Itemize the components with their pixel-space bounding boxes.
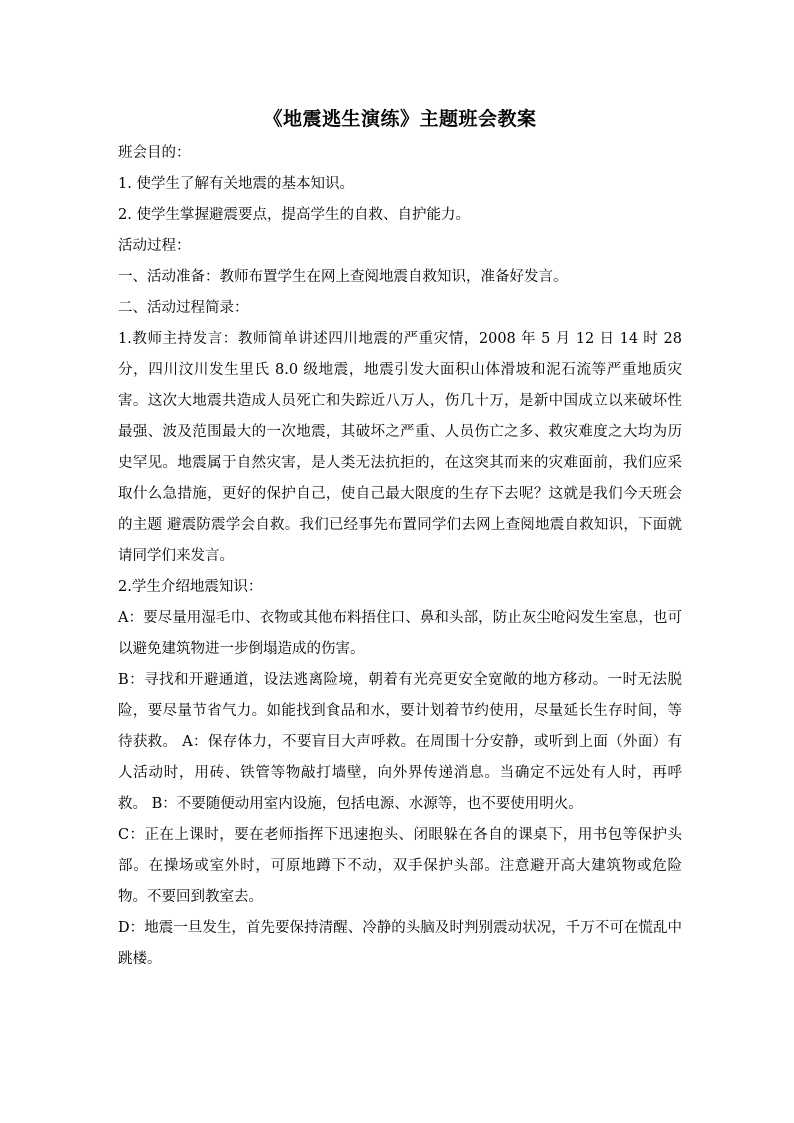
paragraph-purpose-2: 2. 使学生掌握避震要点，提高学生的自救、自护能力。: [118, 207, 470, 223]
paragraph-tip-d: D：地震一旦发生，首先要保持清醒、冷静的头脑及时判别震动状况，千万不可在慌乱中跳楼。: [118, 920, 682, 967]
paragraph-tip-c: C：正在上课时，要在老师指挥下迅速抱头、闭眼躲在各自的课桌下，用书包等保护头部。在操场或室外时，可原地蹲下不动，双手保护头部。注意避开高大建筑物或危险物。不要回到教室去。: [118, 827, 682, 905]
paragraph-activity-preparation: 一、活动准备：教师布置学生在网上查阅地震自救知识，准备好发言。: [118, 269, 568, 285]
paragraph-purpose-1: 1. 使学生了解有关地震的基本知识。: [118, 176, 354, 192]
paragraph-activity-summary-heading: 二、活动过程简录：: [118, 300, 249, 316]
paragraph-tip-a: A：要尽量用湿毛巾、衣物或其他布料捂住口、鼻和头部，防止灰尘呛闷发生室息，也可以避免建筑物进一步倒塌造成的伤害。: [118, 610, 682, 657]
paragraph-activity-process-heading: 活动过程：: [118, 238, 191, 254]
document-title: 《地震逃生演练》主题班会教案: [263, 108, 537, 130]
paragraph-meeting-purpose-heading: 班会目的：: [118, 145, 191, 161]
document-body: [118, 104, 682, 975]
paragraph-tip-b: B：寻找和开避通道，设法逃离险境，朝着有光亮更安全宽敞的地方移动。一时无法脱险，要尽量节省气力。如能找到食品和水，要计划着节约使用，尽量延长生存时间，等待获救。 A：保存体力，不要盲目大声呼救。在周围十分安静，或听到上面（外面）有人活动时，用砖、铁管等物敲打墙壁，向外界传递消息。当确定不远处有人时，再呼救。 B：不要随便动用室内设施，包括电源、水源等，也不要使用明火。: [118, 672, 682, 812]
paragraph-student-intro-heading: 2.学生介绍地震知识：: [118, 579, 263, 595]
paragraph-teacher-speech: 1.教师主持发言：教师简单讲述四川地震的严重灾情，2008 年 5 月 12 日 14 时 28 分，四川汶川发生里氏 8.0 级地震，地震引发大面积山体滑坡和泥石流等严重地质灾害。这次大地震共造成人员死亡和失踪近八万人，伤几十万，是新中国成立以来破坏性最强、波及范围最大的一次地震，其破坏之严重、人员伤亡之多、救灾难度之大均为历史罕见。地震属于自然灾害，是人类无法抗拒的，在这突其而来的灾难面前，我们应采取什么急措施，更好的保护自己，使自己最大限度的生存下去呢？这就是我们今天班会的主题 避震防震学会自救。我们已经事先布置同学们去网上查阅地震自救知识，下面就请同学们来发言。: [118, 331, 682, 564]
